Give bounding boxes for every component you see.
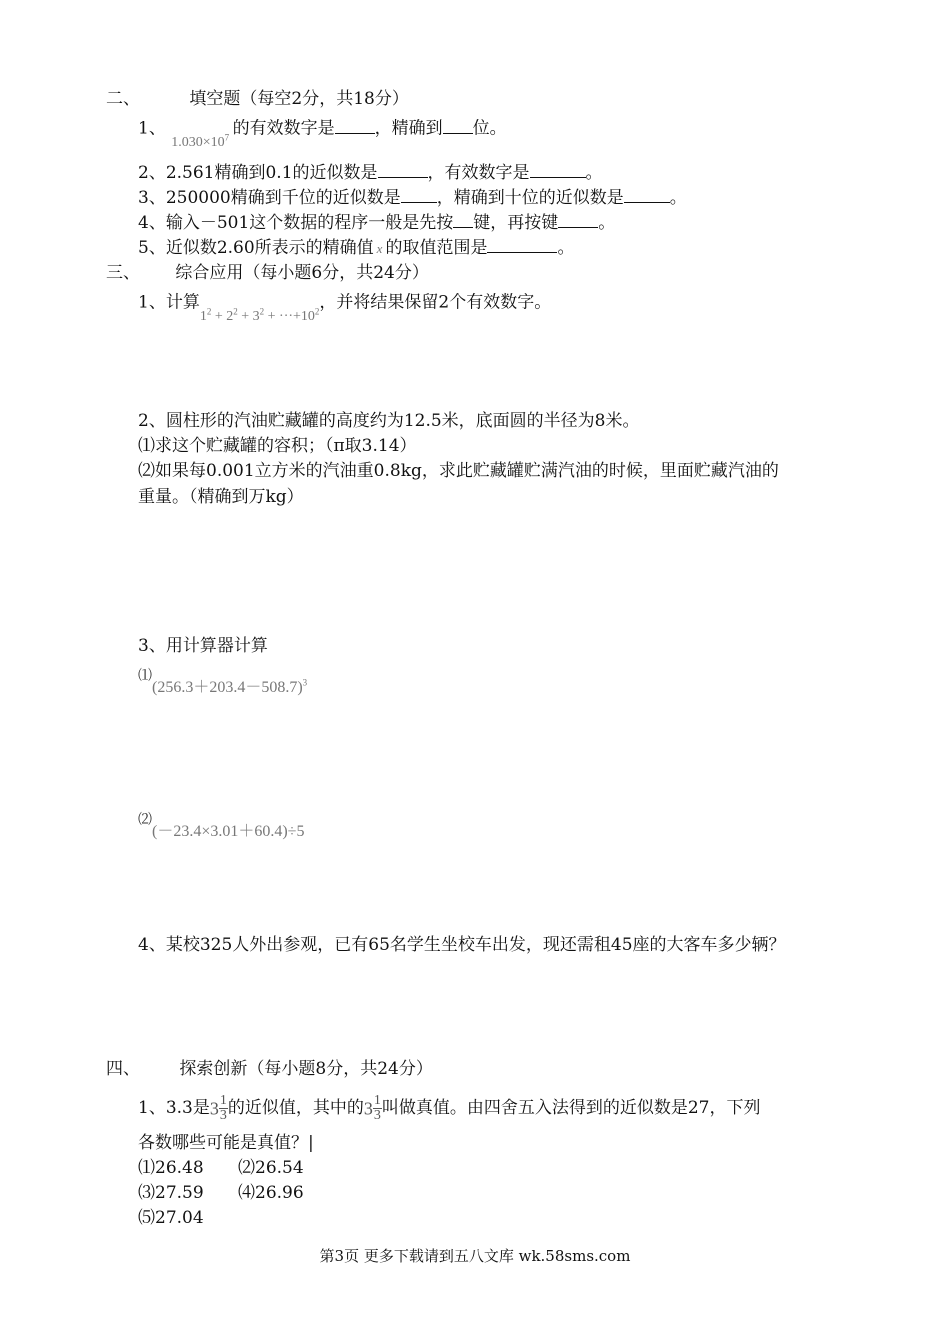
s3-q3-title: 3、用计算器计算: [138, 636, 268, 656]
s4-q1-option-2: ⑵26.54: [238, 1158, 304, 1178]
s3-question-4: 4、某校325人外出参观，已有65名学生坐校车出发，现还需租45座的大客车多少辆？: [138, 935, 786, 955]
section2-number: 二、: [106, 89, 140, 109]
s4-q1-mixed-whole-2: 3: [363, 1098, 373, 1119]
section3-number: 三、: [106, 263, 140, 283]
s3-q2-line-4: 重量。（精确到万kg）: [138, 487, 304, 507]
s2-q4-blank-2[interactable]: [558, 213, 598, 228]
s2-q1-blank-2[interactable]: [443, 119, 473, 134]
s2-q3-blank-2[interactable]: [624, 188, 670, 203]
s2-q3-blank-1[interactable]: [401, 188, 437, 203]
s2-question-2: 2、2.561精确到0.1的近似数是 ，有效数字是 。: [138, 163, 603, 183]
s4-q1-option-3: ⑶27.59: [138, 1183, 204, 1203]
s3-q3-p1-expression: $(256.3+203.4-508.7)^3$: [152, 678, 308, 697]
s2-q5-variable: x: [376, 241, 383, 256]
s2-q5-blank[interactable]: [487, 238, 557, 253]
s2-question-4: 4、输入－501这个数据的程序一般是先按 键，再按键 。: [138, 213, 616, 233]
s2-q4-blank-1[interactable]: [453, 213, 473, 228]
s2-question-3: 3、250000精确到千位的近似数是 ，精确到十位的近似数是 。: [138, 188, 687, 208]
s3-q3-part-1: $^⑴(256.3+203.4-508.7)^3$: [138, 668, 308, 697]
section4-number: 四、: [106, 1059, 140, 1079]
section2-title: 填空题（每空2分，共18分）: [189, 89, 409, 109]
s2-q1-expression: 1.030×107: [171, 132, 230, 150]
s2-q2-blank-2[interactable]: [530, 163, 586, 178]
s4-q1-fraction: $\frac{1}{3}$: [219, 1093, 227, 1123]
s4-q1-option-4: ⑷26.96: [238, 1183, 304, 1203]
section4-heading: [106, 1058, 433, 1080]
s3-q1-expression: 12 + 22 + 32 + ···+102: [199, 306, 320, 324]
s4-question-1: 1、3.3是3 $\frac{1}{3}$ 的近似值，其中的3 $\frac{1}{3}$ 叫做真值。由四舍五入法得到的近似数是27，下列: [138, 1093, 761, 1123]
s4-q1-mixed-whole: 3: [209, 1098, 219, 1119]
s4-q1-option-5: ⑸27.04: [138, 1208, 204, 1228]
s3-q2-line-2: ⑴求这个贮藏罐的容积；（π取3.14）: [138, 436, 417, 456]
s2-q2-blank-1[interactable]: [378, 163, 428, 178]
s2-question-1: 1、 $_{1.030\times 10^7}$ 的有效数字是 ，精确到 位。: [138, 118, 507, 150]
s3-q2-line-3: ⑵如果每0.001立方米的汽油重0.8kg，求此贮藏罐贮满汽油的时候，里面贮藏汽油的: [138, 461, 779, 481]
s3-q2-line-1: 2、圆柱形的汽油贮藏罐的高度约为12.5米，底面圆的半径为8米。: [138, 411, 640, 431]
section3-title: 综合应用（每小题6分，共24分）: [175, 263, 429, 283]
section3-heading: [106, 262, 429, 284]
s3-q3-p2-expression: (－23.4×3.01＋60.4)÷5: [152, 823, 305, 840]
s4-q1-fraction-2: $\frac{1}{3}$: [373, 1093, 381, 1123]
section2-heading: [106, 88, 409, 110]
s2-q1-blank-1[interactable]: [335, 119, 375, 134]
s4-q1-option-1: ⑴26.48: [138, 1158, 204, 1178]
section4-title: 探索创新（每小题8分，共24分）: [179, 1059, 433, 1079]
s3-q3-part-2: ⑵(－23.4×3.01＋60.4)÷5: [138, 812, 305, 840]
s3-question-1: 1、计算$_{1^2 + 2^2 + 3^2 + \cdot\cdot\cdot+10^2}$，并将结果保留2个有效数字。: [138, 292, 552, 324]
s2-question-5: 5、近似数2.60所表示的精确值 x 的取值范围是 。: [138, 238, 575, 258]
page-footer: 第3页 更多下载请到五八文库 wk.58sms.com: [319, 1247, 631, 1265]
s4-q1-line-2: 各数哪些可能是真值？|: [138, 1133, 314, 1153]
